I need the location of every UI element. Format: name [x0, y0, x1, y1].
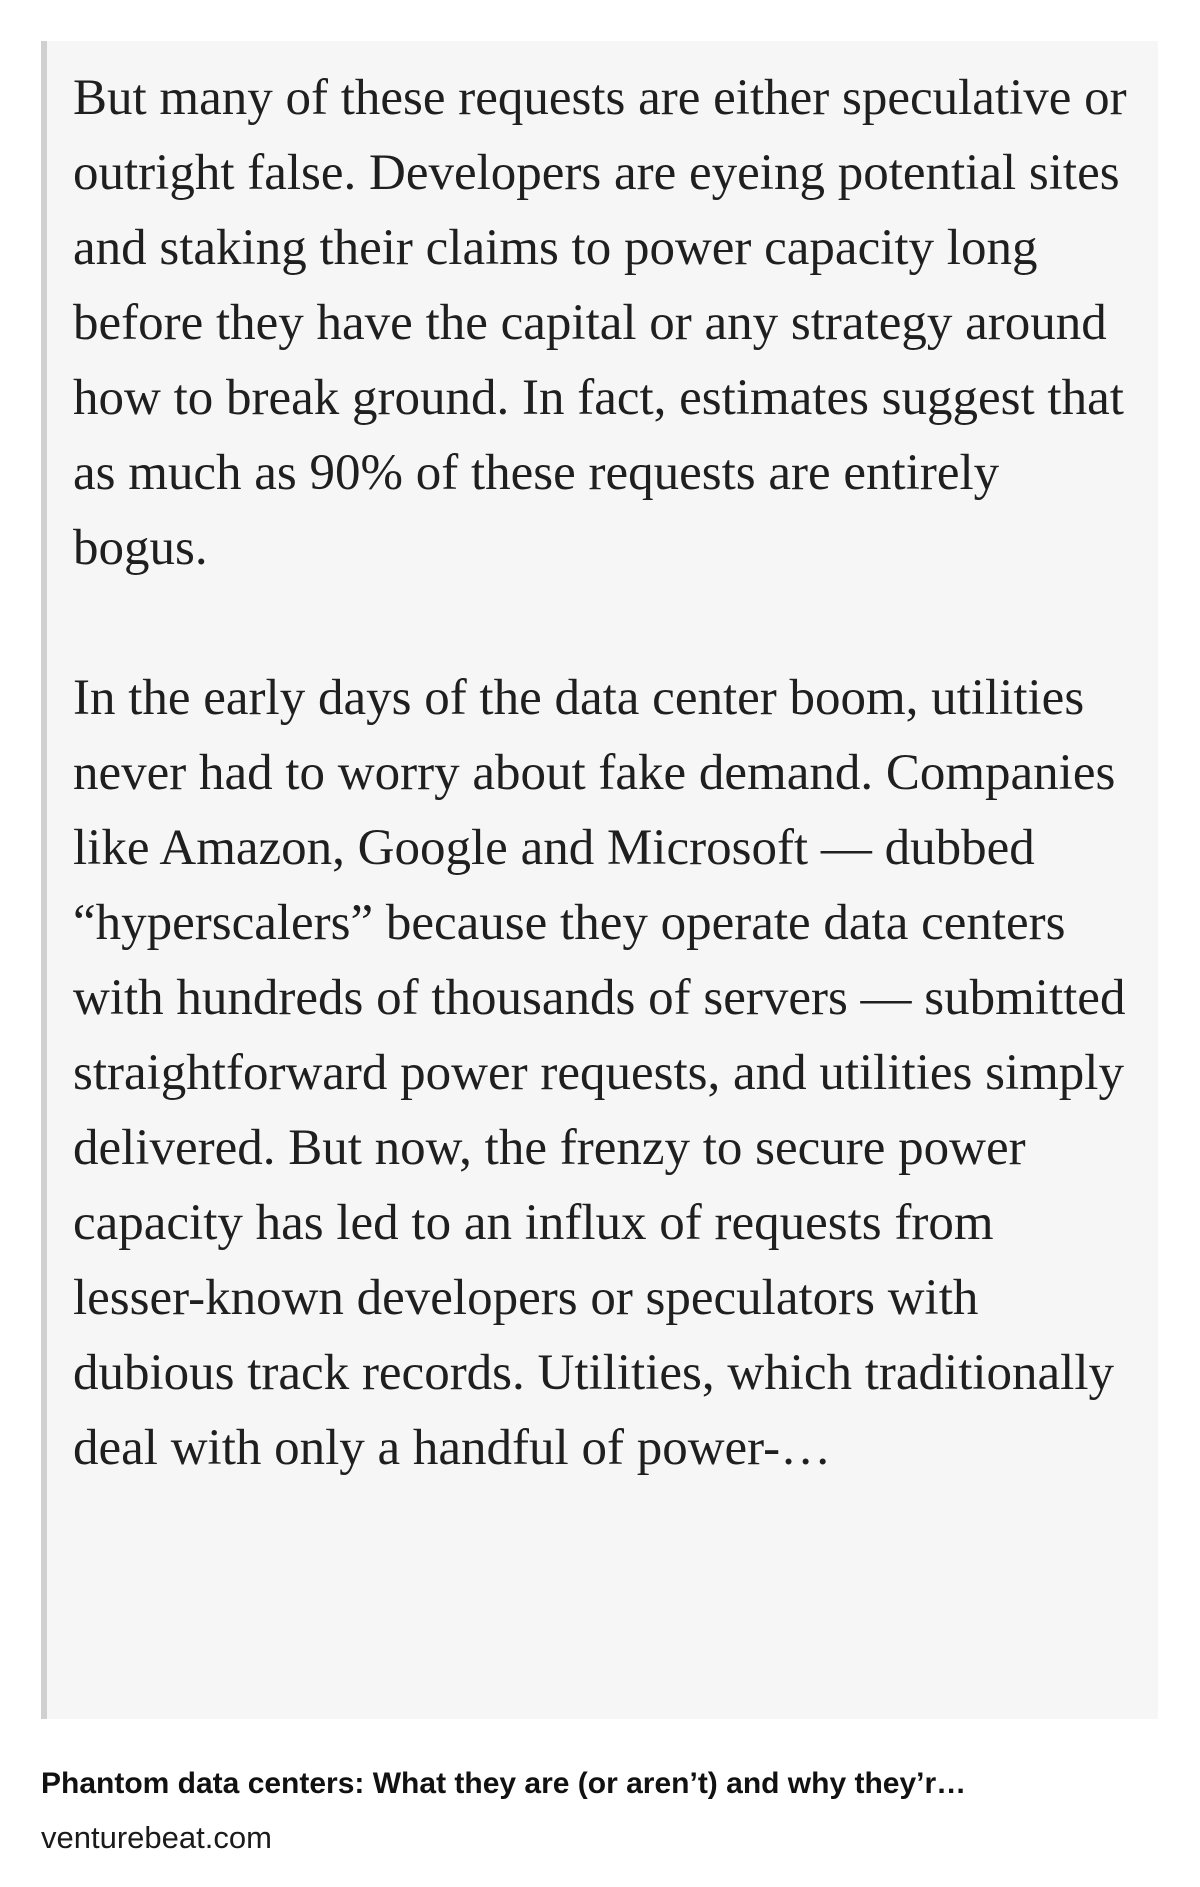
article-quote-card[interactable] [41, 41, 1158, 1719]
link-preview-title[interactable]: Phantom data centers: What they are (or aren’t) and why they’r… [41, 1767, 967, 1800]
link-preview-domain[interactable]: venturebeat.com [41, 1820, 272, 1855]
quote-paragraph-1: But many of these requests are either speculative or outright false. Developers are eyeing potential sites and staking their claims to power capacity long before they have the capital or any strategy around how to break ground. In fact, estimates suggest that as much as 90% of these requests are entirely bogus. [73, 70, 1127, 576]
quote-paragraph-2: In the early days of the data center boom, utilities never had to worry about fake demand. Companies like Amazon, Google and Microsoft — dubbed “hyperscalers” because they operate data centers with hundreds of thousands of servers — submitted straightforward power requests, and utilities simply delivered. But now, the frenzy to secure power capacity has led to an influx of requests from lesser-known developers or speculators with dubious track records. Utilities, which traditionally deal with only a handful of power-… [73, 670, 1126, 1476]
